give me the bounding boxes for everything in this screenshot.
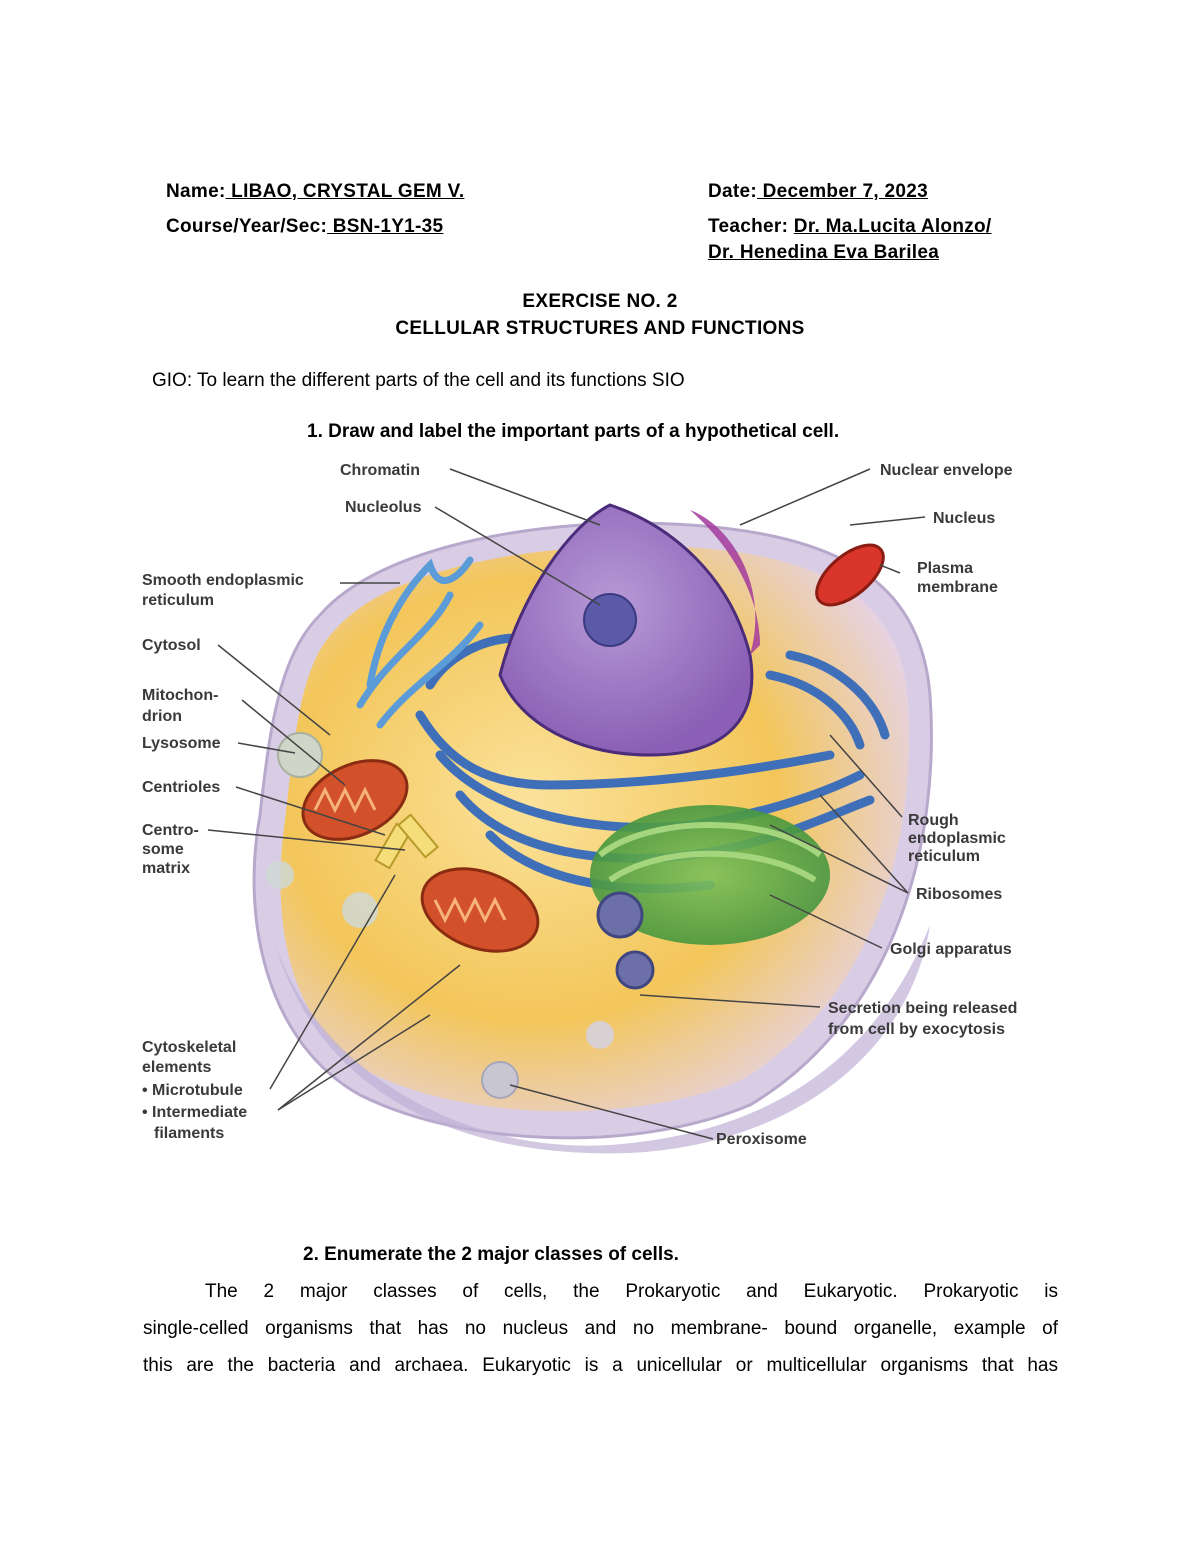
peroxisome-shape — [482, 1062, 518, 1098]
question-1: 1. Draw and label the important parts of a hypothetical cell. — [307, 421, 840, 442]
label-rough-er-1: Rough — [908, 812, 959, 829]
label-secretion-1: Secretion being released — [828, 1000, 1018, 1017]
label-centrosome-2: some — [142, 841, 184, 858]
label-plasma-membrane-1: Plasma — [917, 560, 974, 577]
teacher-label: Teacher: — [708, 216, 789, 237]
label-microtubule: • Microtubule — [142, 1082, 243, 1099]
label-rough-er-2: endoplasmic — [908, 830, 1006, 847]
teacher-field — [708, 216, 992, 238]
exercise-number: EXERCISE NO. 2 — [522, 291, 678, 312]
label-cytoskeletal-1: Cytoskeletal — [142, 1039, 237, 1056]
label-cytosol: Cytosol — [142, 637, 201, 654]
answer-line-3: this are the bacteria and archaea. Eukaryotic is a unicellular or multicellular organisms that has — [143, 1355, 1058, 1376]
label-nuclear-envelope: Nuclear envelope — [880, 462, 1013, 479]
exercise-title: CELLULAR STRUCTURES AND FUNCTIONS — [395, 318, 805, 339]
label-centrosome-1: Centro- — [142, 822, 199, 839]
nucleolus-shape — [584, 594, 636, 646]
label-mitochondrion-2: drion — [142, 708, 182, 725]
label-golgi: Golgi apparatus — [890, 941, 1012, 958]
name-label: Name: — [166, 181, 226, 202]
label-plasma-membrane-2: membrane — [917, 579, 998, 596]
label-mitochondrion-1: Mitochon- — [142, 687, 219, 704]
label-nucleus: Nucleus — [933, 510, 996, 527]
course-label: Course/Year/Sec: — [166, 216, 328, 237]
label-centrosome-3: matrix — [142, 860, 191, 877]
course-value: BSN-1Y1-35 — [327, 216, 444, 237]
answer-line-1: The 2 major classes of cells, the Prokaryotic and Eukaryotic. Prokaryotic is — [205, 1281, 1058, 1302]
label-cytoskeletal-2: elements — [142, 1059, 212, 1076]
name-value: LIBAO, CRYSTAL GEM V. — [225, 181, 465, 202]
question-2: 2. Enumerate the 2 major classes of cells. — [303, 1244, 679, 1265]
label-intermediate-1: • Intermediate — [142, 1104, 248, 1121]
label-chromatin: Chromatin — [340, 462, 420, 479]
teacher-value-2: Dr. Henedina Eva Barilea — [708, 242, 940, 263]
gio-text: GIO: To learn the different parts of the cell and its functions SIO — [152, 370, 685, 391]
answer-2 — [143, 1273, 1058, 1384]
label-centrioles: Centrioles — [142, 779, 221, 796]
name-field — [166, 181, 464, 203]
date-value: December 7, 2023 — [757, 181, 928, 202]
label-peroxisome: Peroxisome — [716, 1131, 807, 1148]
course-field — [166, 216, 443, 238]
label-nucleolus: Nucleolus — [345, 499, 422, 516]
teacher-value-1: Dr. Ma.Lucita Alonzo/ — [793, 216, 992, 237]
cell-diagram — [130, 455, 1070, 1160]
answer-line-2: single-celled organisms that has no nucleus and no membrane- bound organelle, example of — [143, 1318, 1058, 1339]
date-label: Date: — [708, 181, 758, 202]
label-rough-er-3: reticulum — [908, 848, 981, 865]
date-field — [708, 181, 928, 203]
label-smooth-er-1: Smooth endoplasmic — [142, 572, 304, 589]
label-ribosomes: Ribosomes — [916, 886, 1003, 903]
label-secretion-2: from cell by exocytosis — [828, 1021, 1005, 1038]
label-smooth-er-2: reticulum — [142, 592, 215, 609]
label-intermediate-2: filaments — [154, 1125, 225, 1142]
label-lysosome: Lysosome — [142, 735, 221, 752]
